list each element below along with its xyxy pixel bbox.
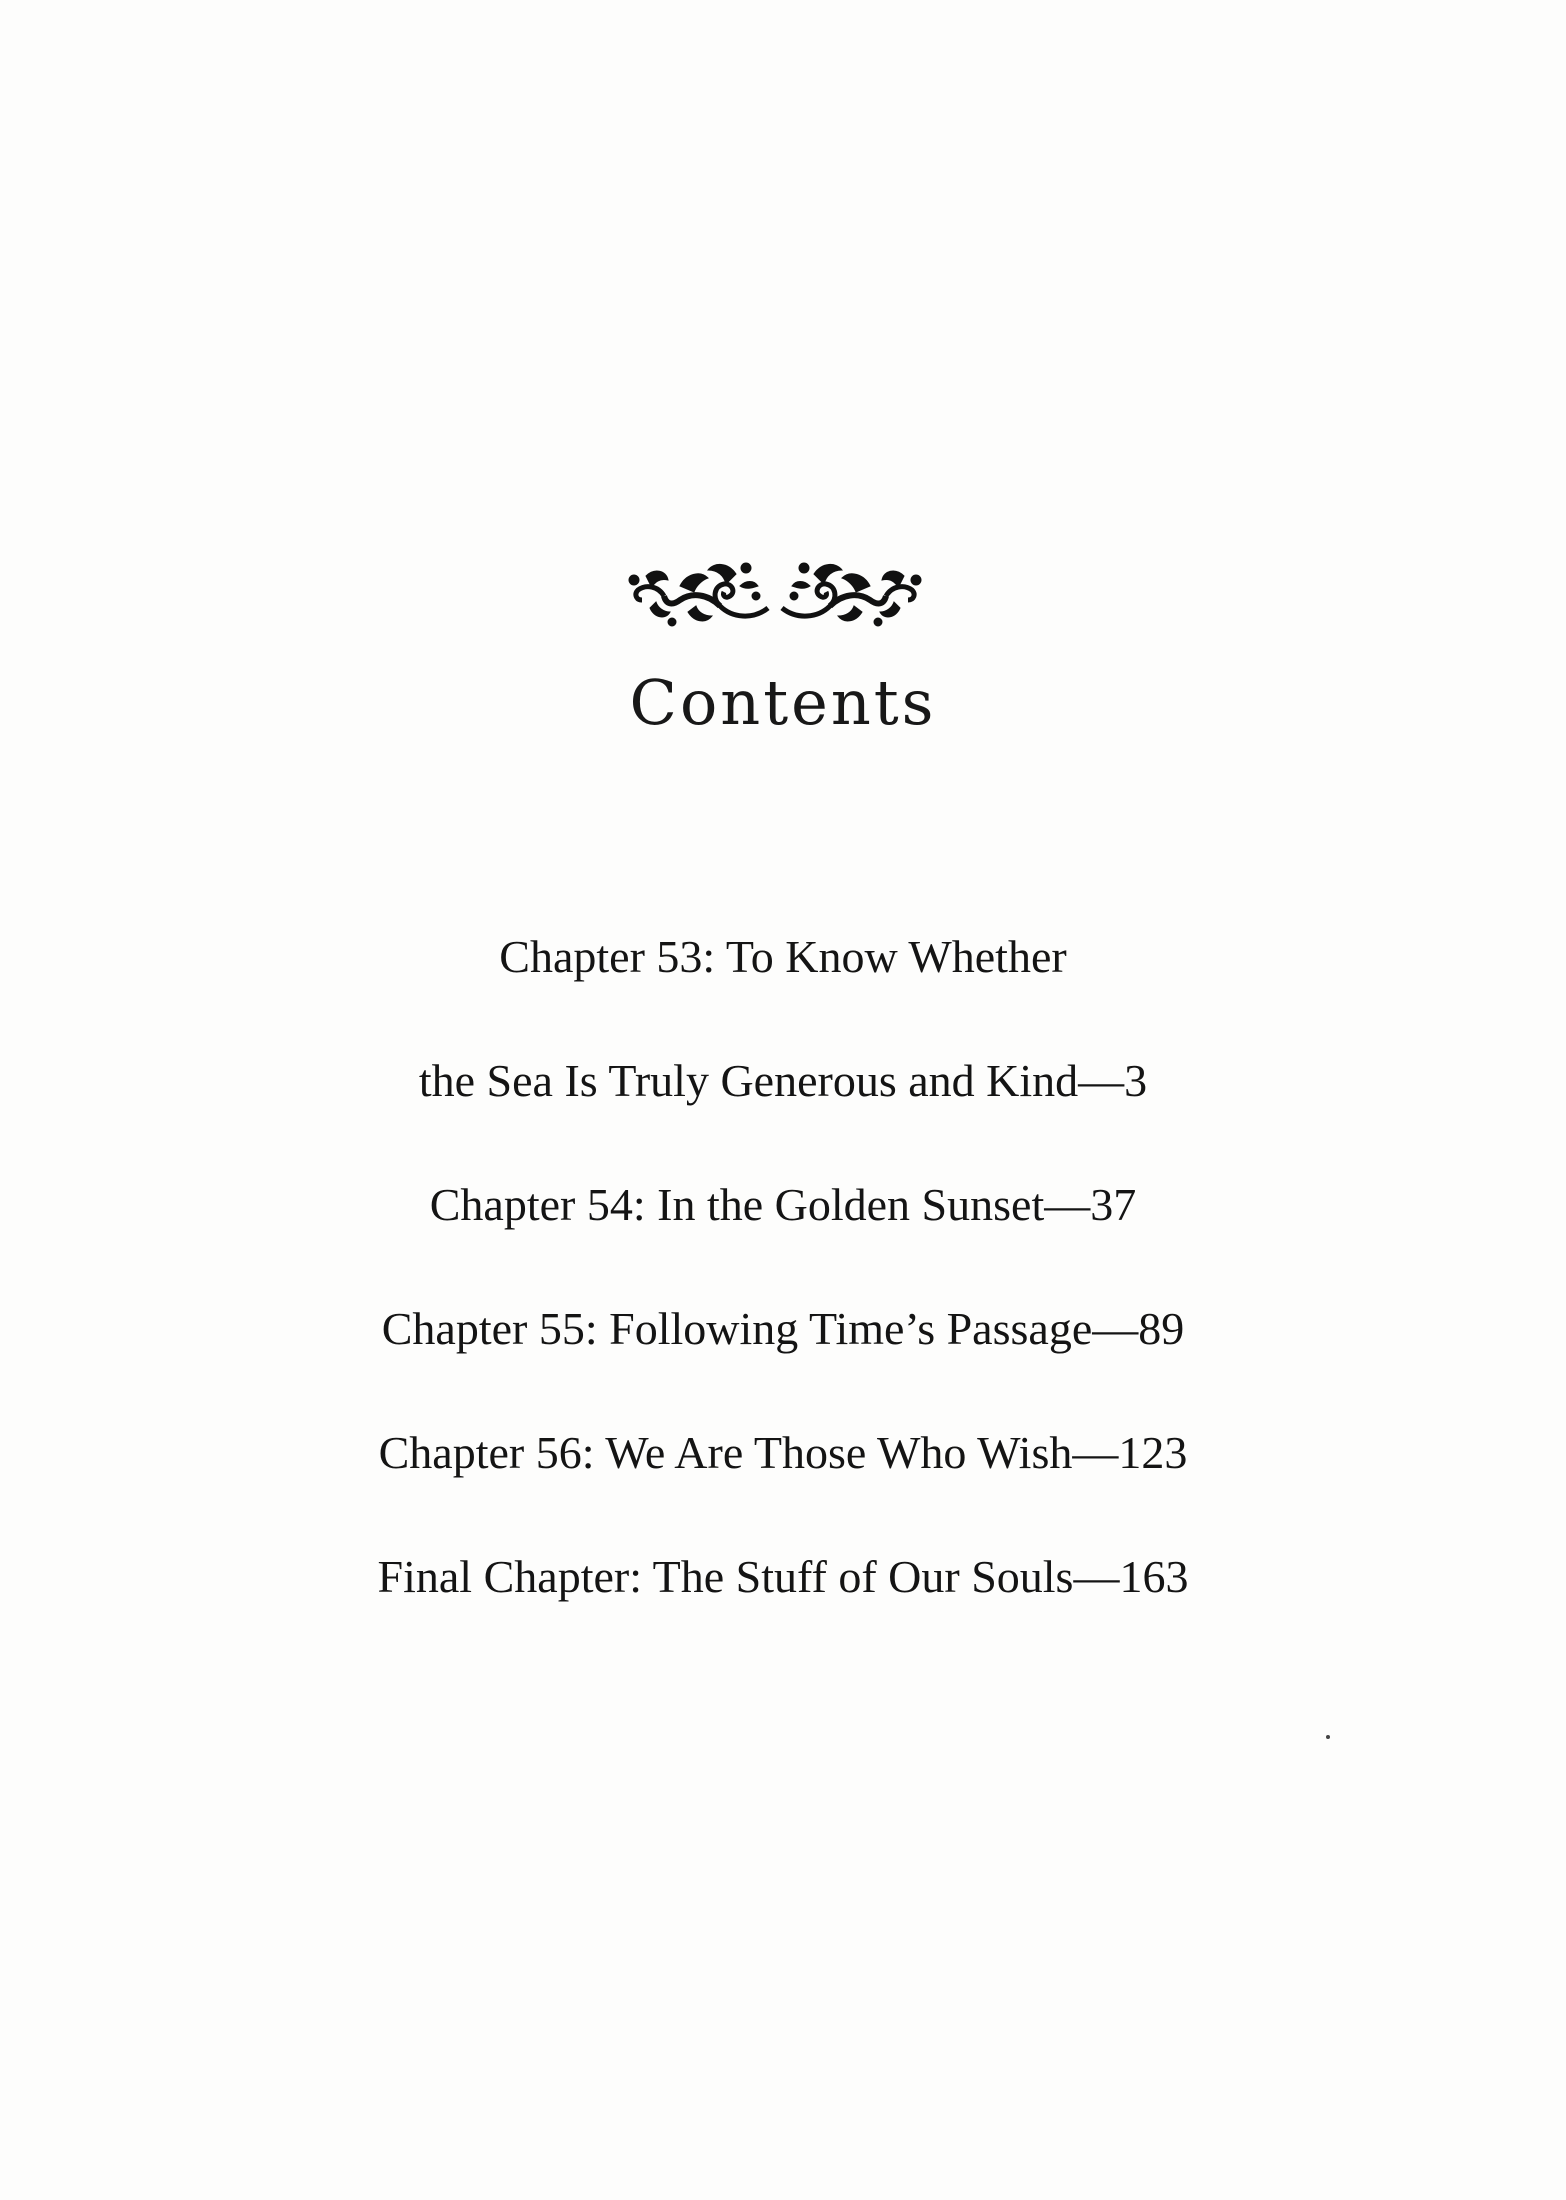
table-of-contents: [0, 895, 1566, 1639]
contents-title: Contents: [629, 666, 937, 739]
toc-entry-chapter-53-line-2: the Sea Is Truly Generous and Kind—3: [418, 1055, 1148, 1106]
toc-entry-chapter-54: Chapter 54: In the Golden Sunset—37: [429, 1179, 1137, 1230]
ornament-right-half: [782, 563, 921, 626]
toc-entry-chapter-53-line-1: Chapter 53: To Know Whether: [499, 931, 1067, 982]
toc-entry-final-chapter: Final Chapter: The Stuff of Our Souls—163: [377, 1551, 1189, 1602]
toc-entry-chapter-55: Chapter 55: Following Time’s Passage—89: [381, 1303, 1185, 1354]
ornament-left-half: [629, 563, 768, 626]
print-speck: [1326, 1735, 1330, 1739]
toc-entry-chapter-56: Chapter 56: We Are Those Who Wish—123: [378, 1427, 1188, 1478]
floral-flourish-ornament-icon: [628, 556, 922, 630]
